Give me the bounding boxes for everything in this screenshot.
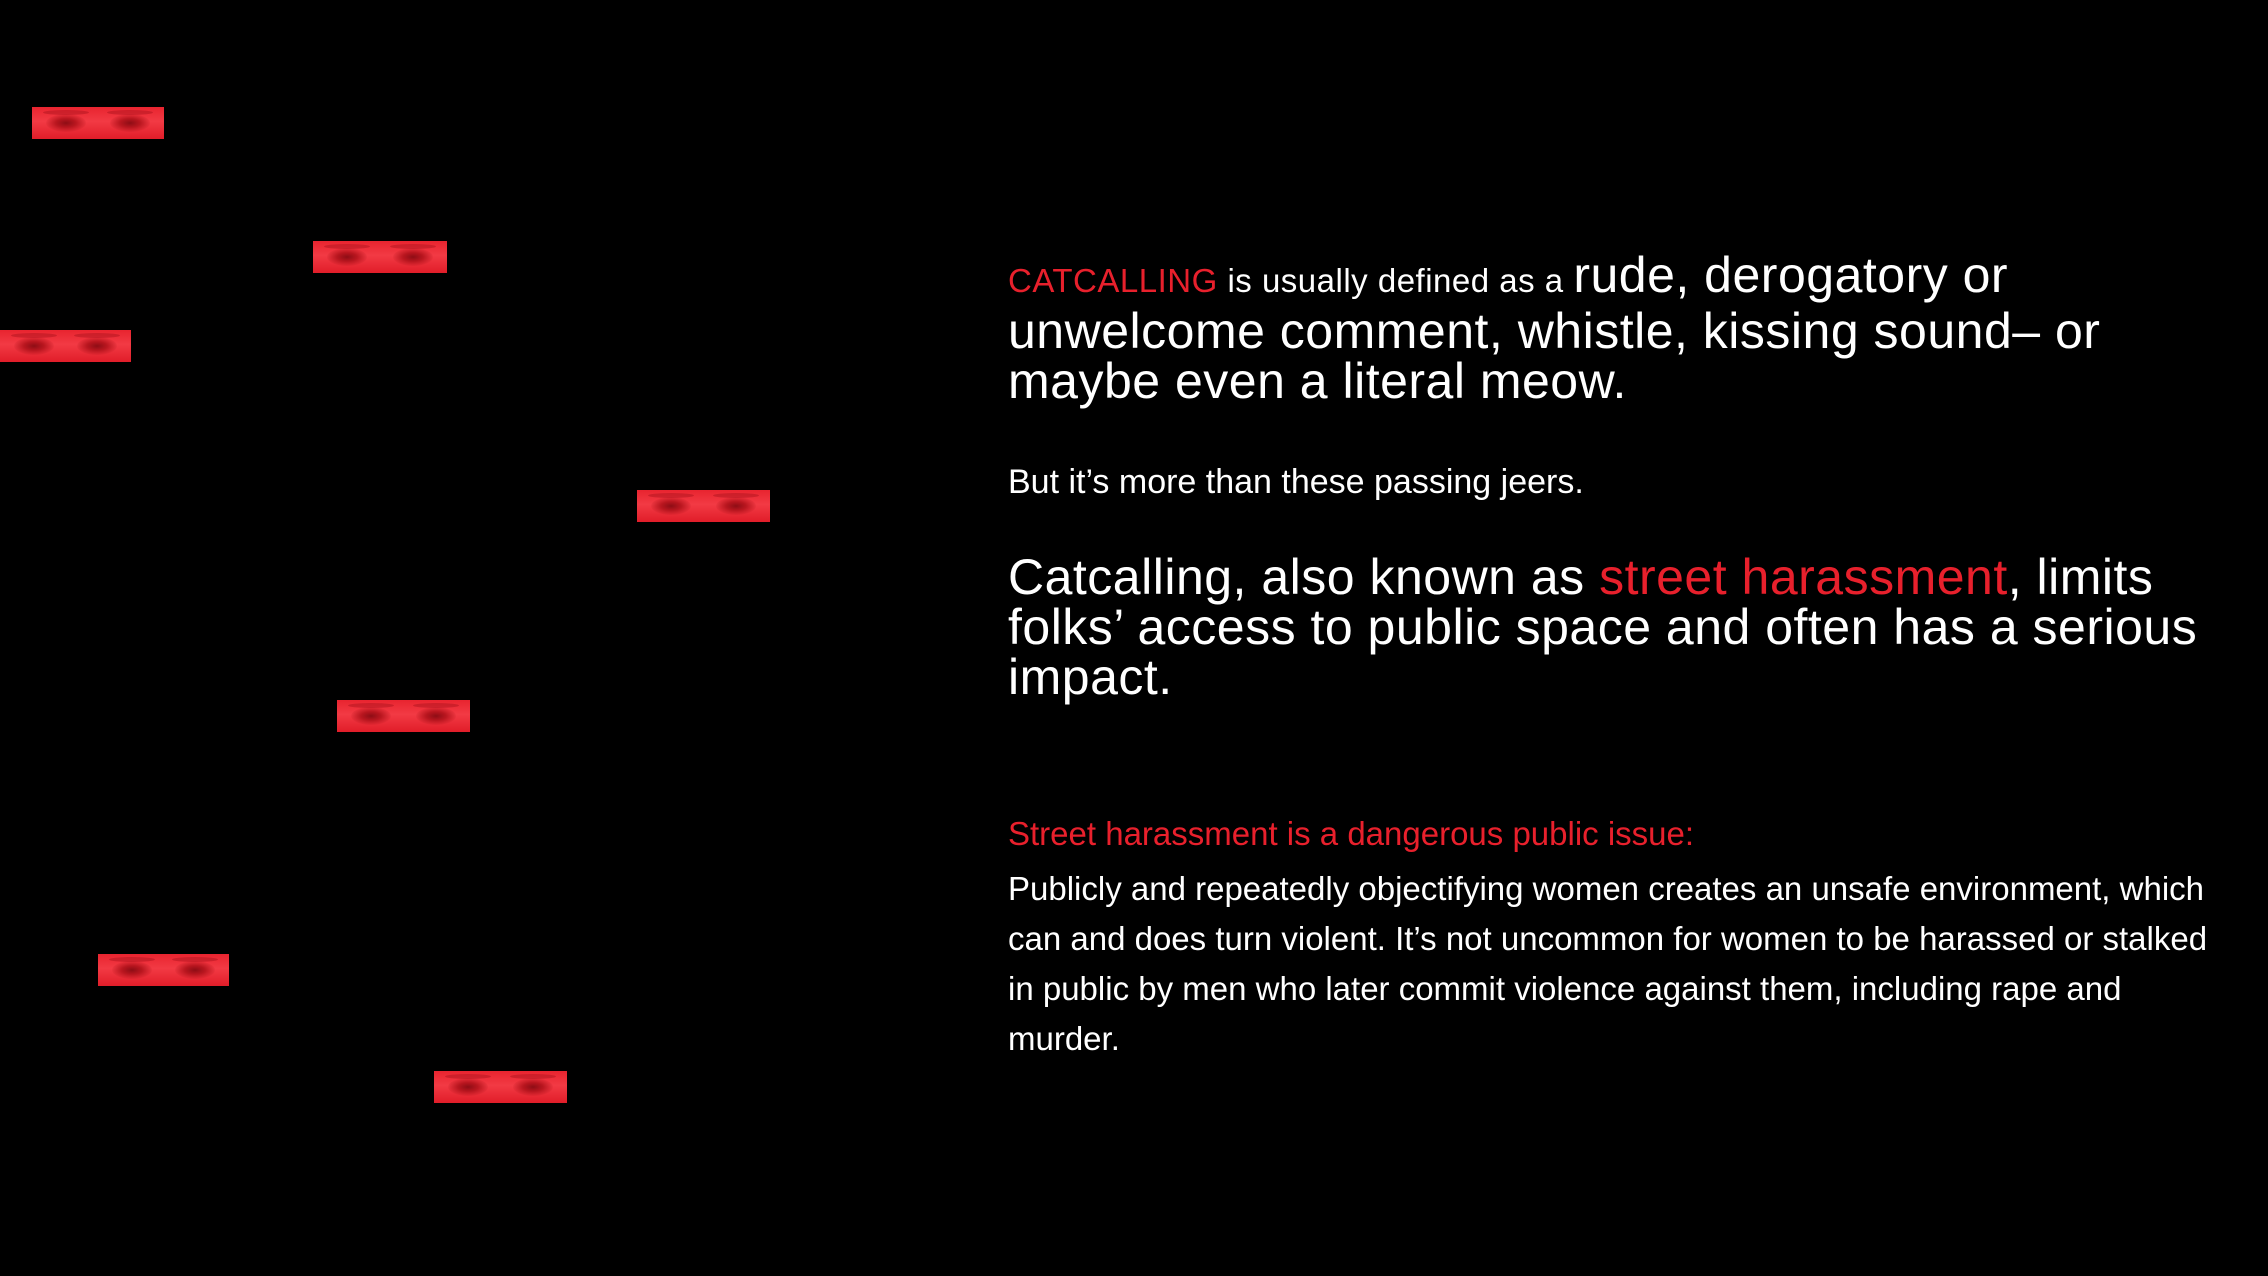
catcalling-keyword: CATCALLING [1008,262,1218,299]
definition-lead: is usually defined as a [1217,262,1574,299]
transition-text: But it’s more than these passing jeers. [1008,463,1584,501]
eye-strip-5 [337,700,470,732]
eye-strip-7 [434,1071,567,1103]
eye-icon [77,337,117,355]
issue-body: Publicly and repeatedly objectifying women creates an unsafe environment, which can and does turn violent. It’s not uncommon for women to be harassed or stalked in public by men who later commit violence against them, including rape and murder. [1008,870,2208,1057]
statement-before: Catcalling, also known as [1008,549,1600,605]
eye-icon [327,248,367,266]
eye-icon [175,961,215,979]
eye-strip-3 [0,330,131,362]
eye-icon [393,248,433,266]
text-panel [1008,247,2228,1064]
eye-strip-1 [32,107,164,139]
eye-icon [46,114,86,132]
eye-strip-4 [637,490,770,522]
eye-icon [513,1078,553,1096]
catcalling-definition [1008,247,2228,409]
eye-icon [716,497,756,515]
statement-highlight: street harassment [1599,549,2008,605]
street-harassment-statement [1008,549,2228,705]
eye-icon [112,961,152,979]
eye-icon [110,114,150,132]
eye-icon [651,497,691,515]
issue-title: Street harassment is a dangerous public issue: [1008,815,1695,852]
eye-strip-6 [98,954,229,986]
eye-icon [351,707,391,725]
statement-after: , limits folks’ access to public space and often has a serious impact. [1008,549,2198,705]
eye-strip-2 [313,241,447,273]
definition-text: rude, derogatory or unwelcome comment, whistle, kissing sound– or maybe even a literal meow. [1008,247,2101,409]
eye-icon [416,707,456,725]
eye-icon [448,1078,488,1096]
eye-icon [14,337,54,355]
